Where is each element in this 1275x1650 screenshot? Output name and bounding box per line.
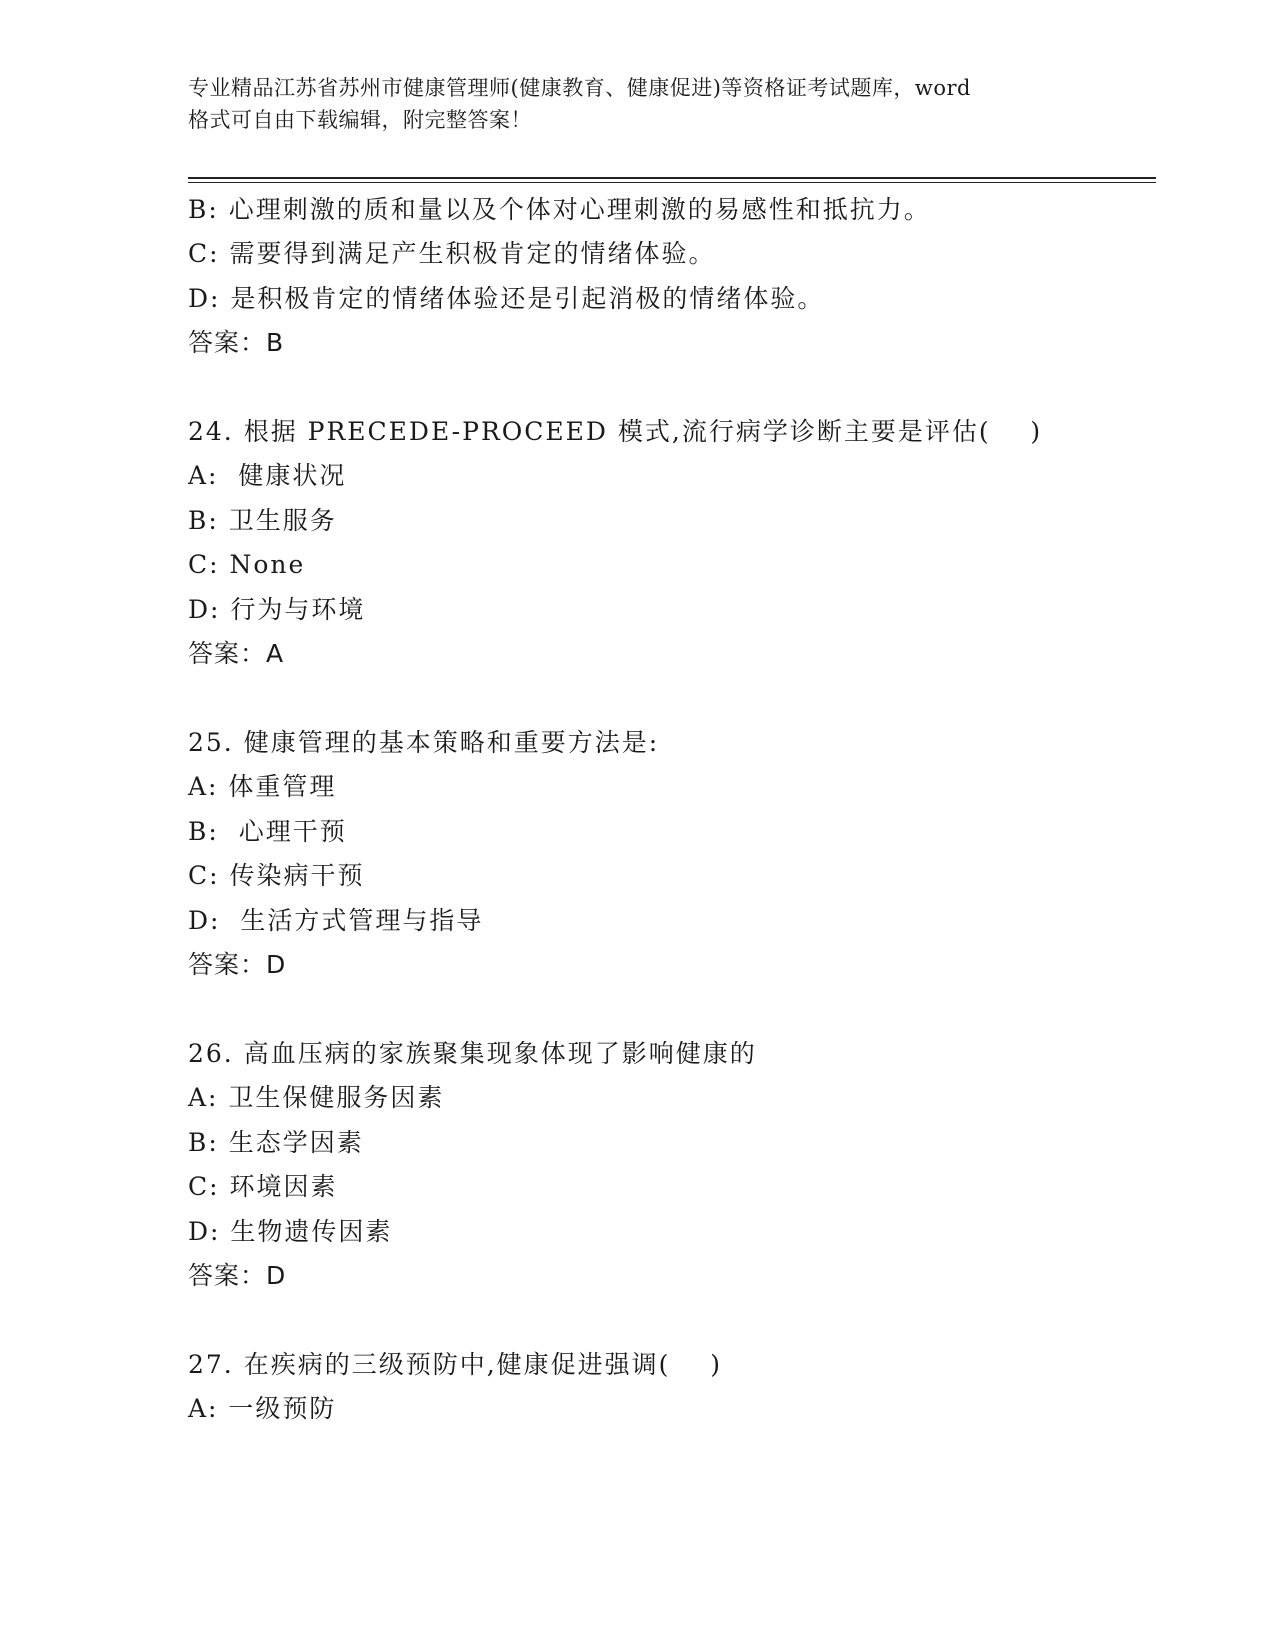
header-divider-thin — [188, 182, 1156, 183]
option-b: B: 心理刺激的质和量以及个体对心理刺激的易感性和抵抗力。 — [188, 195, 931, 224]
answer-label: 答案：A — [188, 639, 285, 668]
option-a: A: 卫生保健服务因素 — [188, 1083, 445, 1112]
option-c: C: 需要得到满足产生积极肯定的情绪体验。 — [188, 239, 716, 268]
option-d: D: 生物遗传因素 — [188, 1217, 393, 1246]
option-c: C: None — [188, 550, 306, 579]
document-header — [188, 72, 1088, 136]
header-divider-thick — [188, 177, 1156, 179]
answer-label: 答案：D — [188, 950, 287, 979]
option-b: B: 生态学因素 — [188, 1128, 364, 1157]
header-line-2: 格式可自由下载编辑，附完整答案！ — [188, 108, 532, 132]
option-a: A: 体重管理 — [188, 772, 337, 801]
option-c: C: 环境因素 — [188, 1172, 338, 1201]
question-stem: 27. 在疾病的三级预防中,健康促进强调( ) — [188, 1350, 722, 1379]
option-a: A: 健康状况 — [188, 461, 347, 490]
option-d: D: 行为与环境 — [188, 595, 366, 624]
option-b: B: 心理干预 — [188, 817, 347, 846]
answer-label: 答案：D — [188, 1261, 287, 1290]
option-c: C: 传染病干预 — [188, 861, 365, 890]
question-stem: 26. 高血压病的家族聚集现象体现了影响健康的 — [188, 1039, 757, 1068]
question-stem: 25. 健康管理的基本策略和重要方法是: — [188, 728, 660, 757]
option-d: D: 生活方式管理与指导 — [188, 906, 484, 935]
option-a: A: 一级预防 — [188, 1394, 337, 1423]
answer-label: 答案：B — [188, 328, 285, 357]
header-line-1: 专业精品江苏省苏州市健康管理师(健康教育、健康促进)等资格证考试题库，word — [188, 76, 971, 100]
option-b: B: 卫生服务 — [188, 506, 337, 535]
question-stem: 24. 根据 PRECEDE-PROCEED 模式,流行病学诊断主要是评估( ) — [188, 417, 1043, 446]
option-d: D: 是积极肯定的情绪体验还是引起消极的情绪体验。 — [188, 284, 825, 313]
